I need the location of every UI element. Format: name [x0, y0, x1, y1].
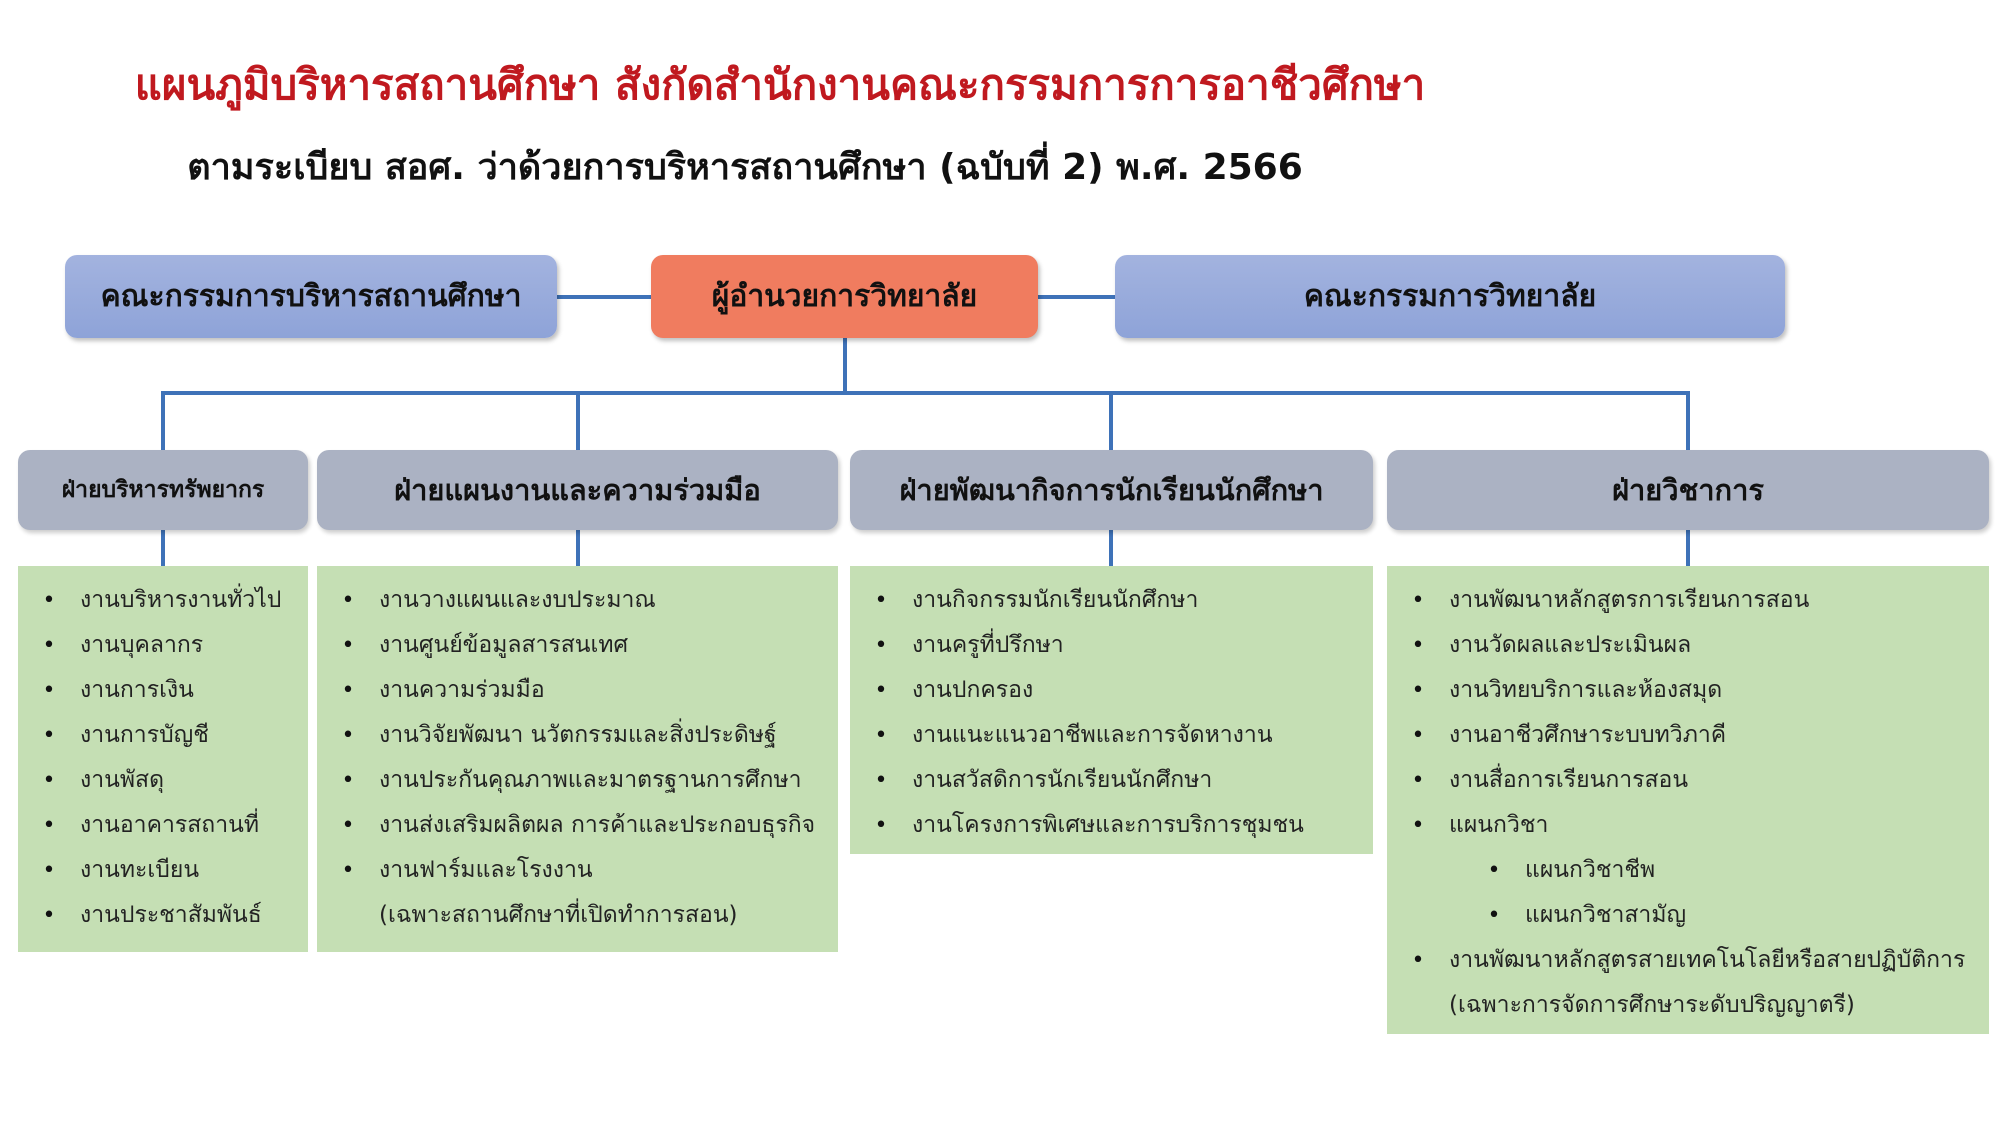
bullet-icon: •: [874, 633, 888, 658]
list-item: • งานศูนย์ข้อมูลสารสนเทศ: [317, 623, 838, 668]
list-item: • งานฟาร์มและโรงงาน: [317, 848, 838, 893]
bullet-icon: •: [42, 903, 56, 928]
list-item: • งานวิจัยพัฒนา นวัตกรรมและสิ่งประดิษฐ์: [317, 713, 838, 758]
college-director: ผู้อำนวยการวิทยาลัย: [651, 255, 1038, 338]
bullet-icon: •: [1487, 903, 1501, 928]
list-item: • งานประกันคุณภาพและมาตรฐานการศึกษา: [317, 758, 838, 803]
bullet-icon: •: [1411, 633, 1425, 658]
bullet-icon: •: [341, 723, 355, 748]
list-item: • งานการบัญชี: [18, 713, 308, 758]
bullet-icon: •: [341, 858, 355, 883]
bullet-icon: •: [341, 813, 355, 838]
bullet-icon: •: [1411, 723, 1425, 748]
list-item: • งานครูที่ปรึกษา: [850, 623, 1373, 668]
list-subitem: • แผนกวิชาชีพ: [1387, 848, 1989, 893]
bullet-icon: •: [874, 813, 888, 838]
bullet-icon: •: [42, 678, 56, 703]
list-item: • งานกิจกรรมนักเรียนนักศึกษา: [850, 578, 1373, 623]
bullet-icon: •: [1411, 813, 1425, 838]
bullet-icon: •: [1411, 588, 1425, 613]
bullet-icon: •: [341, 678, 355, 703]
list-item: • งานพัสดุ: [18, 758, 308, 803]
list-item: • งานโครงการพิเศษและการบริการชุมชน: [850, 803, 1373, 848]
list-item: • งานพัฒนาหลักสูตรการเรียนการสอน: [1387, 578, 1989, 623]
list-item: • งานประชาสัมพันธ์: [18, 893, 308, 938]
division-planning-cooperation: ฝ่ายแผนงานและความร่วมมือ: [317, 450, 838, 530]
bullet-icon: •: [341, 768, 355, 793]
list-item: • งานอาคารสถานที่: [18, 803, 308, 848]
division-student-affairs: ฝ่ายพัฒนากิจการนักเรียนนักศึกษา: [850, 450, 1373, 530]
list-item: • งานวางแผนและงบประมาณ: [317, 578, 838, 623]
list-item-note: (เฉพาะสถานศึกษาที่เปิดทำการสอน): [379, 902, 738, 928]
bullet-icon: •: [1411, 678, 1425, 703]
list-item: • งานอาชีวศึกษาระบบทวิภาคี: [1387, 713, 1989, 758]
list-item: • งานส่งเสริมผลิตผล การค้าและประกอบธุรกิจ: [317, 803, 838, 848]
list-item: • งานสื่อการเรียนการสอน: [1387, 758, 1989, 803]
college-administration-board: คณะกรรมการบริหารสถานศึกษา: [65, 255, 557, 338]
bullet-icon: •: [42, 858, 56, 883]
bullet-icon: •: [874, 768, 888, 793]
division-academic-affairs: ฝ่ายวิชาการ: [1387, 450, 1989, 530]
list-item: • งานวิทยบริการและห้องสมุด: [1387, 668, 1989, 713]
division-resource-management-tasks: [18, 566, 308, 952]
division-resource-management: ฝ่ายบริหารทรัพยากร: [18, 450, 308, 530]
list-item: • งานสวัสดิการนักเรียนนักศึกษา: [850, 758, 1373, 803]
bullet-icon: •: [874, 723, 888, 748]
chart-subtitle: ตามระเบียบ สอศ. ว่าด้วยการบริหารสถานศึกษา (ฉบับที่ 2) พ.ศ. 2566: [187, 147, 1303, 188]
list-item-note: (เฉพาะการจัดการศึกษาระดับปริญญาตรี): [1449, 992, 1855, 1018]
division-academic-affairs-tasks: [1387, 566, 1989, 1034]
bullet-icon: •: [1487, 858, 1501, 883]
list-item: • แผนกวิชา: [1387, 803, 1989, 848]
chart-title: แผนภูมิบริหารสถานศึกษา สังกัดสำนักงานคณะกรรมการการอาชีวศึกษา: [134, 60, 1426, 109]
bullet-icon: •: [42, 633, 56, 658]
list-item: • งานวัดผลและประเมินผล: [1387, 623, 1989, 668]
college-committee: คณะกรรมการวิทยาลัย: [1115, 255, 1785, 338]
bullet-icon: •: [1411, 768, 1425, 793]
list-item: • งานปกครอง: [850, 668, 1373, 713]
list-item: • งานแนะแนวอาชีพและการจัดหางาน: [850, 713, 1373, 758]
list-item: • งานการเงิน: [18, 668, 308, 713]
list-item: • งานบริหารงานทั่วไป: [18, 578, 308, 623]
bullet-icon: •: [42, 588, 56, 613]
division-student-affairs-tasks: [850, 566, 1373, 854]
list-item: • งานบุคลากร: [18, 623, 308, 668]
bullet-icon: •: [341, 588, 355, 613]
bullet-icon: •: [42, 723, 56, 748]
bullet-icon: •: [874, 678, 888, 703]
bullet-icon: •: [1411, 948, 1425, 973]
bullet-icon: •: [42, 768, 56, 793]
division-planning-cooperation-tasks: [317, 566, 838, 952]
bullet-icon: •: [874, 588, 888, 613]
list-subitem: • แผนกวิชาสามัญ: [1387, 893, 1989, 938]
bullet-icon: •: [42, 813, 56, 838]
list-item: • งานทะเบียน: [18, 848, 308, 893]
list-item: • งานความร่วมมือ: [317, 668, 838, 713]
list-item: • งานพัฒนาหลักสูตรสายเทคโนโลยีหรือสายปฏิบัติการ: [1387, 938, 1989, 983]
bullet-icon: •: [341, 633, 355, 658]
